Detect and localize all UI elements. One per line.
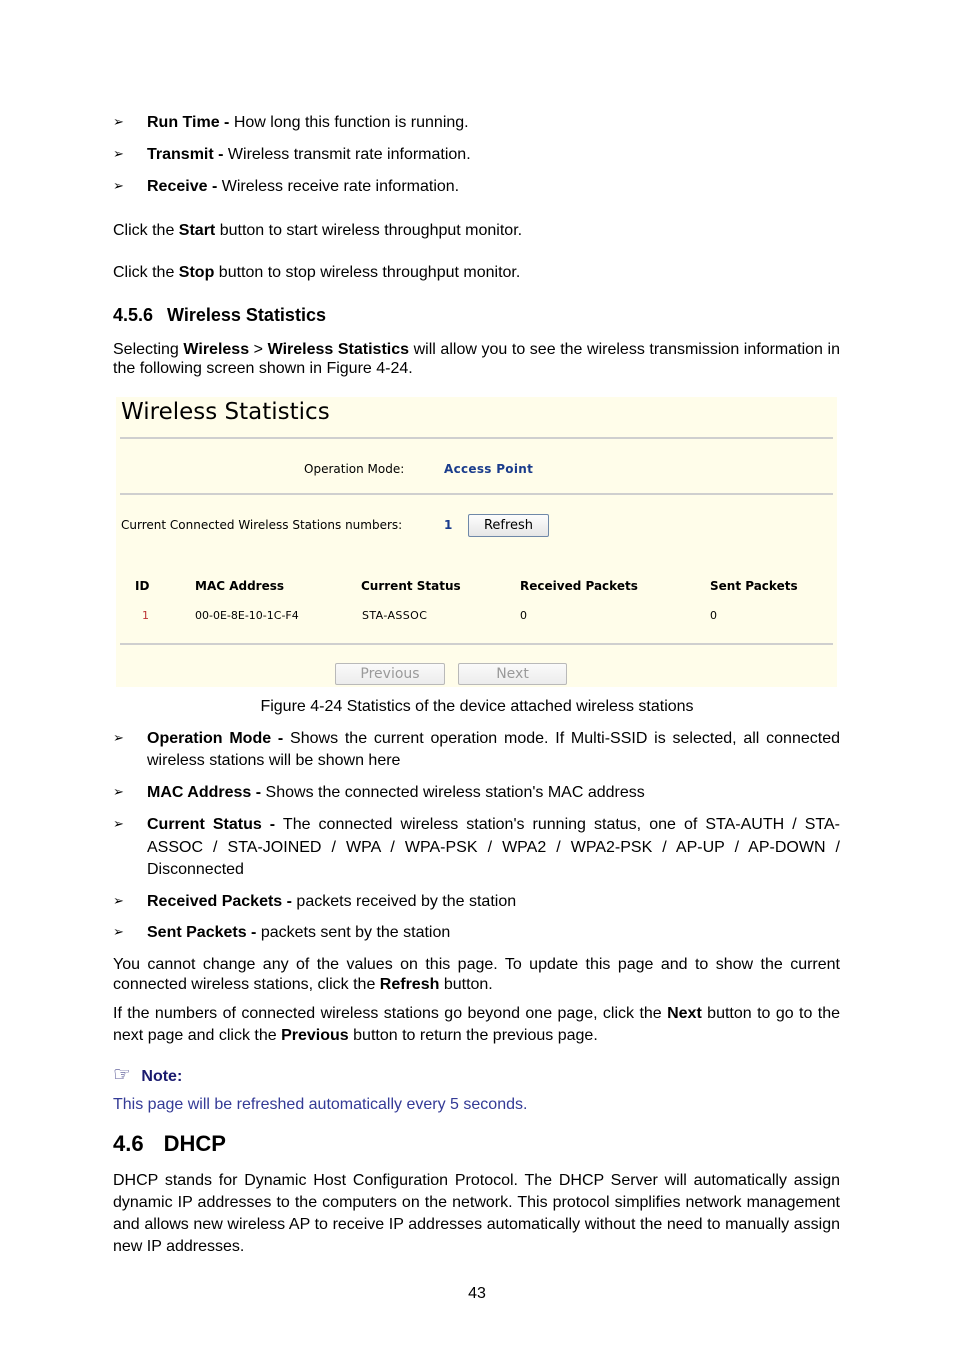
arrow-bullet-icon: ➢ <box>113 894 124 909</box>
arrow-bullet-icon: ➢ <box>113 925 124 940</box>
section-number: 4.6 <box>113 1131 144 1156</box>
bullet-term: Run Time - <box>147 114 230 131</box>
arrow-bullet-icon: ➢ <box>113 731 124 746</box>
divider <box>120 643 833 645</box>
row-id: 1 <box>142 609 149 622</box>
stations-count-label: Current Connected Wireless Stations numbers: <box>121 518 403 532</box>
bullet-run-time <box>113 112 840 134</box>
bullet-desc: Wireless receive rate information. <box>217 178 460 195</box>
bullet-sent-packets <box>113 922 840 944</box>
bullet-transmit <box>113 144 840 166</box>
column-header-mac: MAC Address <box>195 579 285 593</box>
stop-paragraph: Click the Stop button to stop wireless throughput monitor. <box>113 264 521 281</box>
dhcp-paragraph: DHCP stands for Dynamic Host Configuration Protocol. The DHCP Server will automatically assign dynamic IP addresses to the computers on the network. This protocol simplifies network management and allows new wireless AP to receive IP addresses automatically without the need to manually assign new IP addresses. <box>113 1172 840 1255</box>
bullet-term: Sent Packets - <box>147 924 257 941</box>
bullet-term: Receive - <box>147 178 218 195</box>
note-label: Note: <box>141 1068 183 1085</box>
stations-count-value: 1 <box>444 518 453 532</box>
column-header-id: ID <box>135 579 150 593</box>
bullet-term: Transmit - <box>147 146 224 163</box>
figure-caption: Figure 4-24 Statistics of the device attached wireless stations <box>260 698 694 715</box>
arrow-bullet-icon: ➢ <box>113 115 124 130</box>
row-status: STA-ASSOC <box>362 609 428 622</box>
bullet-desc: The connected wireless station's running status, one of STA-AUTH / STA-ASSOC / STA-JOINED / WPA / WPA-PSK / WPA2 / WPA2-PSK / AP-UP / AP-DOWN / Disconnected <box>147 816 840 878</box>
bullet-desc: Wireless transmit rate information. <box>223 146 471 163</box>
operation-mode-value: Access Point <box>444 462 534 476</box>
arrow-bullet-icon: ➢ <box>113 179 124 194</box>
start-paragraph: Click the Start button to start wireless throughput monitor. <box>113 222 523 239</box>
bullet-operation-mode <box>113 728 840 772</box>
refresh-paragraph: You cannot change any of the values on this page. To update this page and to show the current connected wireless stations, click the Refresh button. <box>113 956 840 993</box>
pointing-hand-icon: ☞ <box>113 1062 131 1086</box>
divider <box>120 493 833 495</box>
bullet-current-status <box>113 814 840 882</box>
bullet-received-packets <box>113 891 840 913</box>
page-number: 43 <box>468 1285 486 1302</box>
bullet-desc: packets received by the station <box>291 893 517 910</box>
next-button[interactable]: Next <box>458 663 567 685</box>
row-sent: 0 <box>710 609 717 622</box>
arrow-bullet-icon: ➢ <box>113 147 124 162</box>
previous-button[interactable]: Previous <box>335 663 445 685</box>
bullet-desc: packets sent by the station <box>256 924 451 941</box>
operation-mode-label: Operation Mode: <box>304 462 405 476</box>
column-header-received: Received Packets <box>520 579 638 593</box>
bullet-term: MAC Address - <box>147 784 262 801</box>
row-mac: 00-0E-8E-10-1C-F4 <box>195 609 299 622</box>
note-heading <box>113 1062 182 1089</box>
refresh-button[interactable]: Refresh <box>468 514 549 537</box>
note-text: This page will be refreshed automatically every 5 seconds. <box>113 1096 528 1113</box>
divider <box>120 437 833 439</box>
column-header-sent: Sent Packets <box>710 579 798 593</box>
bullet-term: Current Status - <box>147 816 276 833</box>
wireless-statistics-screenshot <box>116 397 837 687</box>
bullet-desc: How long this function is running. <box>229 114 469 131</box>
next-previous-paragraph: If the numbers of connected wireless stations go beyond one page, click the Next button to go to the next page and click the Previous button to return the previous page. <box>113 1005 841 1044</box>
column-header-status: Current Status <box>361 579 461 593</box>
bullet-term: Received Packets - <box>147 893 292 910</box>
arrow-bullet-icon: ➢ <box>113 817 124 832</box>
bullet-desc: Shows the current operation mode. If Multi-SSID is selected, all connected wireless stations will be shown here <box>147 730 840 769</box>
arrow-bullet-icon: ➢ <box>113 785 124 800</box>
section-title: DHCP <box>163 1131 226 1156</box>
row-received: 0 <box>520 609 527 622</box>
screenshot-title: Wireless Statistics <box>121 399 330 425</box>
bullet-desc: Shows the connected wireless station's MAC address <box>261 784 645 801</box>
section-456-intro: Selecting Wireless > Wireless Statistics will allow you to see the wireless transmission information in the following screen shown in Figure 4-24. <box>113 341 841 377</box>
section-456-heading <box>113 305 326 326</box>
bullet-receive <box>113 176 840 198</box>
section-46-heading <box>113 1131 226 1157</box>
bullet-mac-address <box>113 782 840 804</box>
section-number: 4.5.6 <box>113 305 154 325</box>
section-title: Wireless Statistics <box>167 305 326 325</box>
bullet-term: Operation Mode - <box>147 730 284 747</box>
